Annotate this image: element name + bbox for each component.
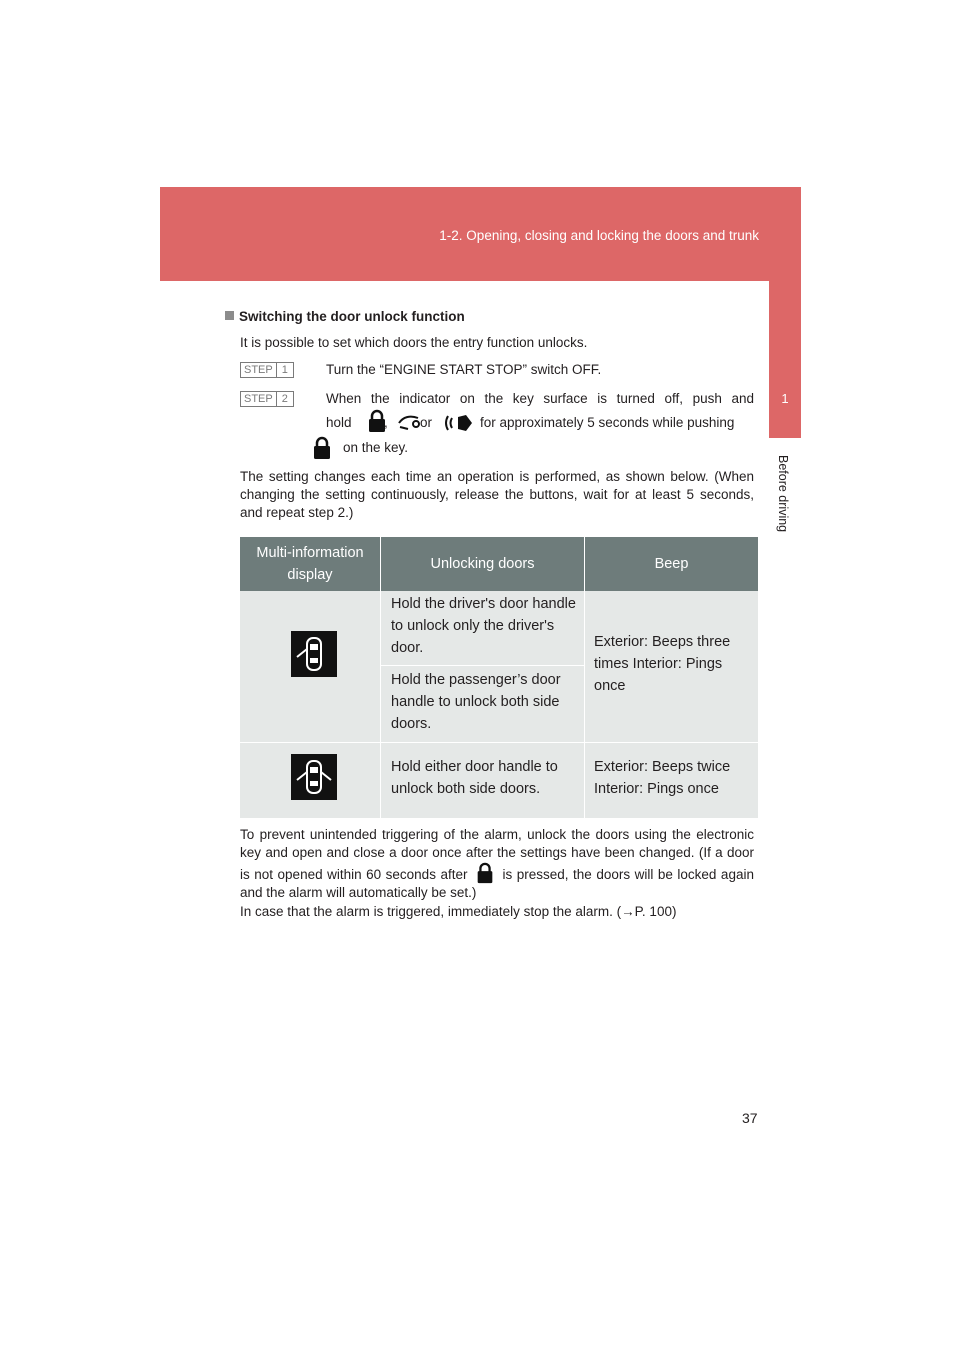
alarm-paragraph: To prevent unintended triggering of the alarm, unlock the doors using the electronic key and open and close a door once after the settings have been changed. (If a door is not opened within 60 seconds after is pressed, the doors will be locked again and the alarm will automatically be set.) (240, 827, 754, 900)
chapter-header-band (160, 187, 801, 281)
header-unlocking: Unlocking doors (430, 556, 535, 572)
lock-icon (474, 862, 496, 884)
panic-alarm-icon (442, 411, 474, 435)
page-number: 37 (742, 1110, 758, 1126)
chapter-number: 1 (781, 391, 789, 406)
chapter-tab (769, 281, 801, 438)
table-row (240, 591, 758, 742)
unlock-both-text: Hold either door handle to unlock both side doors. (391, 759, 558, 797)
step-2-comma: , (384, 415, 388, 430)
beep-three-text: Exterior: Beeps three times Interior: Pings once (594, 634, 731, 694)
header-beep: Beep (654, 556, 689, 572)
cell-divider (380, 743, 381, 818)
unlock-passenger-text: Hold the passenger’s door handle to unlock both side doors. (391, 672, 561, 732)
unlock-driver-text: Hold the driver's door handle to unlock only the driver's door. (391, 596, 576, 656)
setting-change-paragraph: The setting changes each time an operation is performed, as shown below. (When changing the setting continuously, release the buttons, wait for at least 5 seconds, and repeat step 2.) (240, 469, 754, 520)
step-2-hold: hold (326, 415, 352, 430)
step-2-badge: STEP 2 (240, 391, 294, 407)
car-doors-icon (291, 631, 337, 677)
step-2-line3: on the key. (343, 440, 409, 455)
cell-divider (584, 743, 585, 818)
step-1-text: Turn the “ENGINE START STOP” switch OFF. (326, 362, 602, 377)
car-doors-icon (291, 754, 337, 800)
cell-divider (381, 665, 584, 666)
trunk-open-icon (396, 409, 422, 433)
chapter-label: Before driving (776, 455, 790, 533)
step-2-line1: When the indicator on the key surface is turned off, push and (326, 391, 754, 406)
alarm-stop-text: In case that the alarm is triggered, immediately stop the alarm. (→P. 100) (240, 904, 677, 919)
lock-icon (311, 436, 333, 460)
square-bullet-icon (225, 311, 234, 320)
cell-divider (584, 591, 585, 742)
header-display: Multi-information display (256, 545, 364, 583)
beep-twice-text: Exterior: Beeps twice Interior: Pings once (594, 759, 731, 797)
cell-divider (380, 591, 381, 742)
intro-text: It is possible to set which doors the entry function unlocks. (240, 335, 588, 350)
section-title: 1-2. Opening, closing and locking the doors and trunk (439, 228, 759, 243)
subsection-heading: Switching the door unlock function (225, 309, 465, 324)
step-2-line2-rest: for approximately 5 seconds while pushing (480, 415, 735, 430)
step-1-badge: STEP 1 (240, 362, 294, 378)
table-header (240, 537, 758, 591)
step-2-or: or (420, 415, 433, 430)
table-row (240, 743, 758, 818)
